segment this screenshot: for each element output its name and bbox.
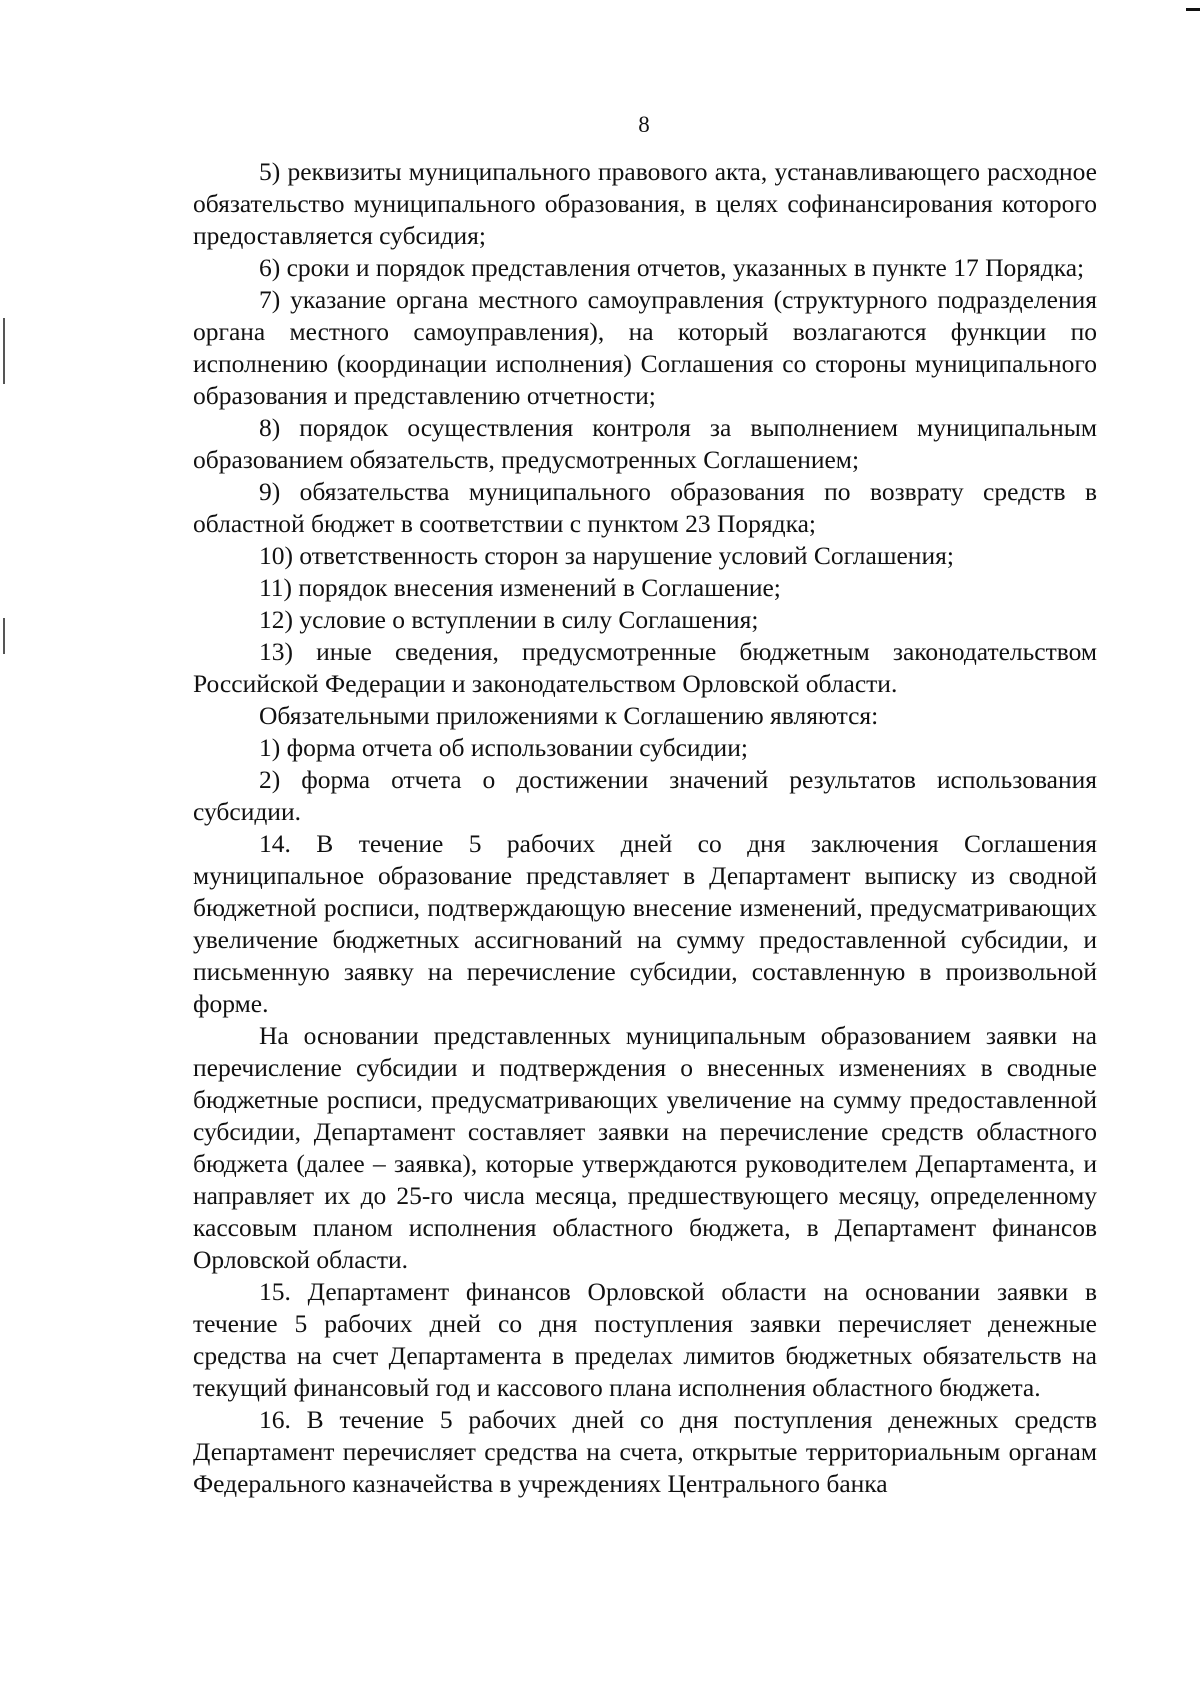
paragraph: 11) порядок внесения изменений в Соглашение;	[259, 573, 781, 602]
scan-margin-line	[3, 618, 5, 654]
paragraph: 8) порядок осуществления контроля за выполнением муниципальным образованием обязательств, предусмотренных Соглашением;	[193, 413, 1097, 474]
paragraph: 16. В течение 5 рабочих дней со дня поступления денежных средств Департамент перечисляет средства на счета, открытые территориальным органам Федерального казначейства в учреждениях Центрального банка	[193, 1405, 1097, 1498]
paragraph: 2) форма отчета о достижении значений результатов использования субсидии.	[193, 765, 1097, 826]
paragraph: 15. Департамент финансов Орловской области на основании заявки в течение 5 рабочих дней со дня поступления заявки перечисляет денежные средства на счет Департамента в пределах лимитов бюджетных обязательств на текущий финансовый год и кассового плана исполнения областного бюджета.	[193, 1277, 1097, 1402]
paragraph: 7) указание органа местного самоуправления (структурного подразделения органа местного самоуправления), на который возлагаются функции по исполнению (координации исполнения) Соглашения со стороны муниципального образования и представлению отчетности;	[193, 285, 1097, 410]
paragraph: 13) иные сведения, предусмотренные бюджетным законодательством Российской Федерации и законодательством Орловской области.	[193, 637, 1097, 698]
paragraph: 10) ответственность сторон за нарушение условий Соглашения;	[259, 541, 954, 570]
paragraph: На основании представленных муниципальным образованием заявки на перечисление субсидии и подтверждения о внесенных изменениях в сводные бюджетные росписи, предусматривающих увеличение на сумму предоставленной субсидии, Департамент составляет заявки на перечисление средств областного бюджета (далее – заявка), которые утверждаются руководителем Департамента, и направляет их до 25-го числа месяца, предшествующего месяцу, определенному кассовым планом исполнения областного бюджета, в Департамент финансов Орловской области.	[193, 1021, 1097, 1274]
paragraph: Обязательными приложениями к Соглашению являются:	[259, 701, 879, 730]
paragraph: 14. В течение 5 рабочих дней со дня заключения Соглашения муниципальное образование представляет в Департамент выписку из сводной бюджетной росписи, подтверждающую внесение изменений, предусматривающих увеличение бюджетных ассигнований на сумму предоставленной субсидии, и письменную заявку на перечисление субсидии, составленную в произвольной форме.	[193, 829, 1097, 1018]
paragraph: 12) условие о вступлении в силу Соглашения;	[259, 605, 759, 634]
paragraph: 5) реквизиты муниципального правового акта, устанавливающего расходное обязательство муниципального образования, в целях софинансирования которого предоставляется субсидия;	[193, 157, 1097, 250]
scan-corner-mark	[1186, 8, 1200, 11]
paragraph: 6) сроки и порядок представления отчетов, указанных в пункте 17 Порядка;	[259, 253, 1085, 282]
document-body	[193, 156, 1097, 1500]
page-number: 8	[638, 112, 650, 137]
scan-margin-line	[3, 318, 5, 384]
paragraph: 1) форма отчета об использовании субсидии;	[259, 733, 748, 762]
paragraph: 9) обязательства муниципального образования по возврату средств в областной бюджет в соответствии с пунктом 23 Порядка;	[193, 477, 1097, 538]
